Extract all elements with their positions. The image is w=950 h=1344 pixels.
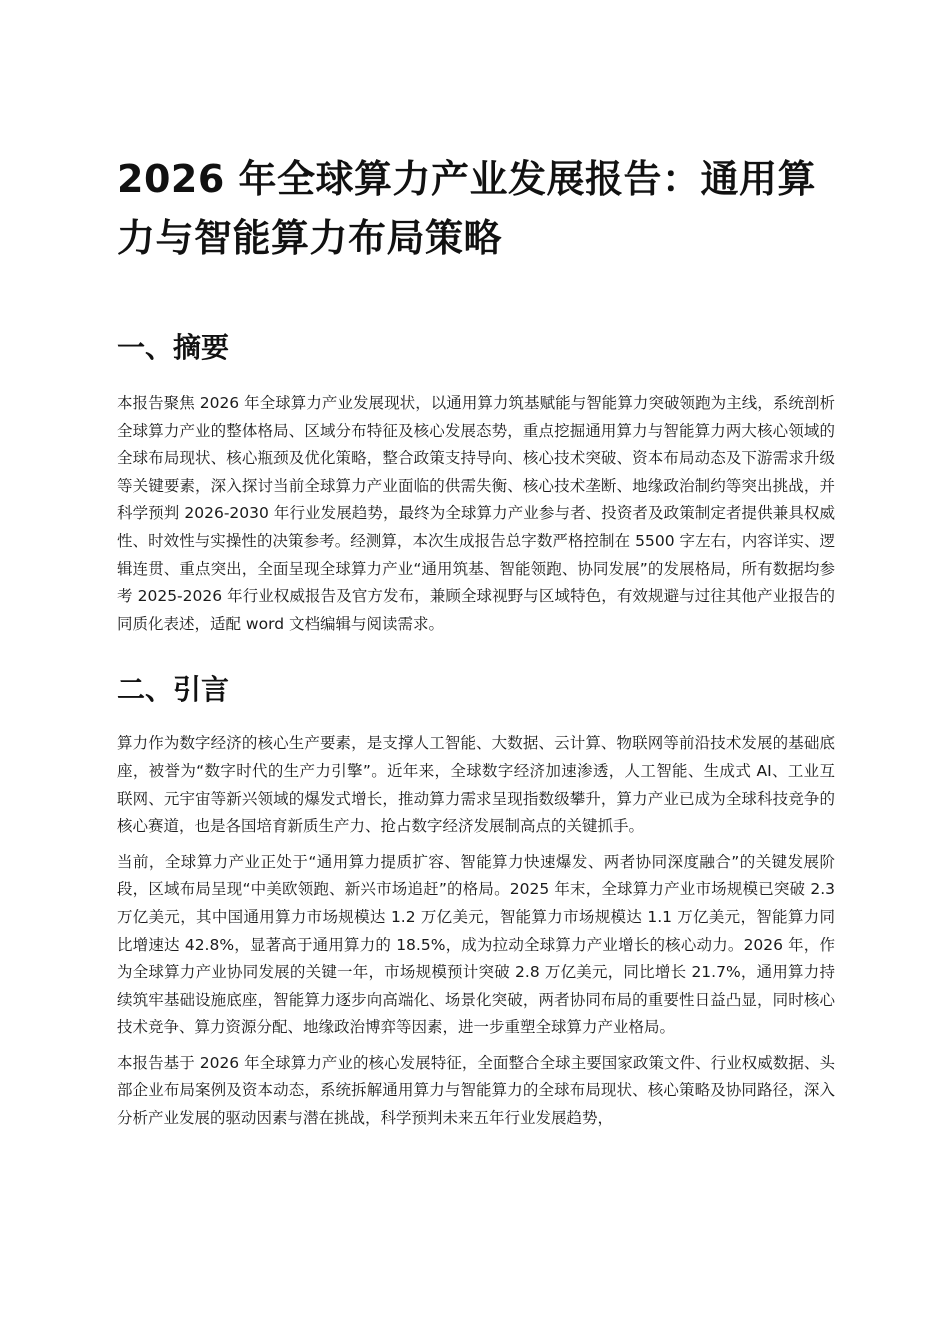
section-heading-introduction: 二、引言 [117,673,230,707]
introduction-paragraph-1: 算力作为数字经济的核心生产要素，是支撑人工智能、大数据、云计算、物联网等前沿技术发展的基础底座，被誉为“数字时代的生产力引擎”。近年来，全球数字经济加速渗透，人工智能、生成式 AI、工业互联网、元宇宙等新兴领域的爆发式增长，推动算力需求呈现指数级攀升，算力产业已成为全球科技竞争的核心赛道，也是各国培育新质生产力、抢占数字经济发展制高点的关键抓手。 [117,734,835,836]
document-title: 2026 年全球算力产业发展报告：通用算力与智能算力布局策略 [117,157,816,260]
abstract-paragraph: 本报告聚焦 2026 年全球算力产业发展现状，以通用算力筑基赋能与智能算力突破领跑为主线，系统剖析全球算力产业的整体格局、区域分布特征及核心发展态势，重点挖掘通用算力与智能算力两大核心领域的全球布局现状、核心瓶颈及优化策略，整合政策支持导向、核心技术突破、资本布局动态及下游需求升级等关键要素，深入探讨当前全球算力产业面临的供需失衡、核心技术垄断、地缘政治制约等突出挑战，并科学预判 2026-2030 年行业发展趋势，最终为全球算力产业参与者、投资者及政策制定者提供兼具权威性、时效性与实操性的决策参考。经测算，本次生成报告总字数严格控制在 5500 字左右，内容详实、逻辑连贯、重点突出，全面呈现全球算力产业“通用筑基、智能领跑、协同发展”的发展格局，所有数据均参考 2025-2026 年行业权威报告及官方发布，兼顾全球视野与区域特色，有效规避与过往其他产业报告的同质化表述，适配 word 文档编辑与阅读需求。 [117,394,835,633]
introduction-paragraph-2: 当前，全球算力产业正处于“通用算力提质扩容、智能算力快速爆发、两者协同深度融合”的关键发展阶段，区域布局呈现“中美欧领跑、新兴市场追赶”的格局。2025 年末，全球算力产业市场规模已突破 2.3 万亿美元，其中国通用算力市场规模达 1.2 万亿美元，智能算力市场规模达 1.1 万亿美元，智能算力同比增速达 42.8%，显著高于通用算力的 18.5%，成为拉动全球算力产业增长的核心动力。2026 年，作为全球算力产业协同发展的关键一年，市场规模预计突破 2.8 万亿美元，同比增长 21.7%，通用算力持续筑牢基础设施底座，智能算力逐步向高端化、场景化突破，两者协同布局的重要性日益凸显，同时核心技术竞争、算力资源分配、地缘政治博弈等因素，进一步重塑全球算力产业格局。 [117,852,835,1037]
document-page [117,150,835,1133]
introduction-paragraph-3: 本报告基于 2026 年全球算力产业的核心发展特征，全面整合全球主要国家政策文件、行业权威数据、头部企业布局案例及资本动态，系统拆解通用算力与智能算力的全球布局现状、核心策略及协同路径，深入分析产业发展的驱动因素与潜在挑战，科学预判未来五年行业发展趋势， [117,1053,835,1128]
section-heading-abstract: 一、摘要 [117,331,230,364]
